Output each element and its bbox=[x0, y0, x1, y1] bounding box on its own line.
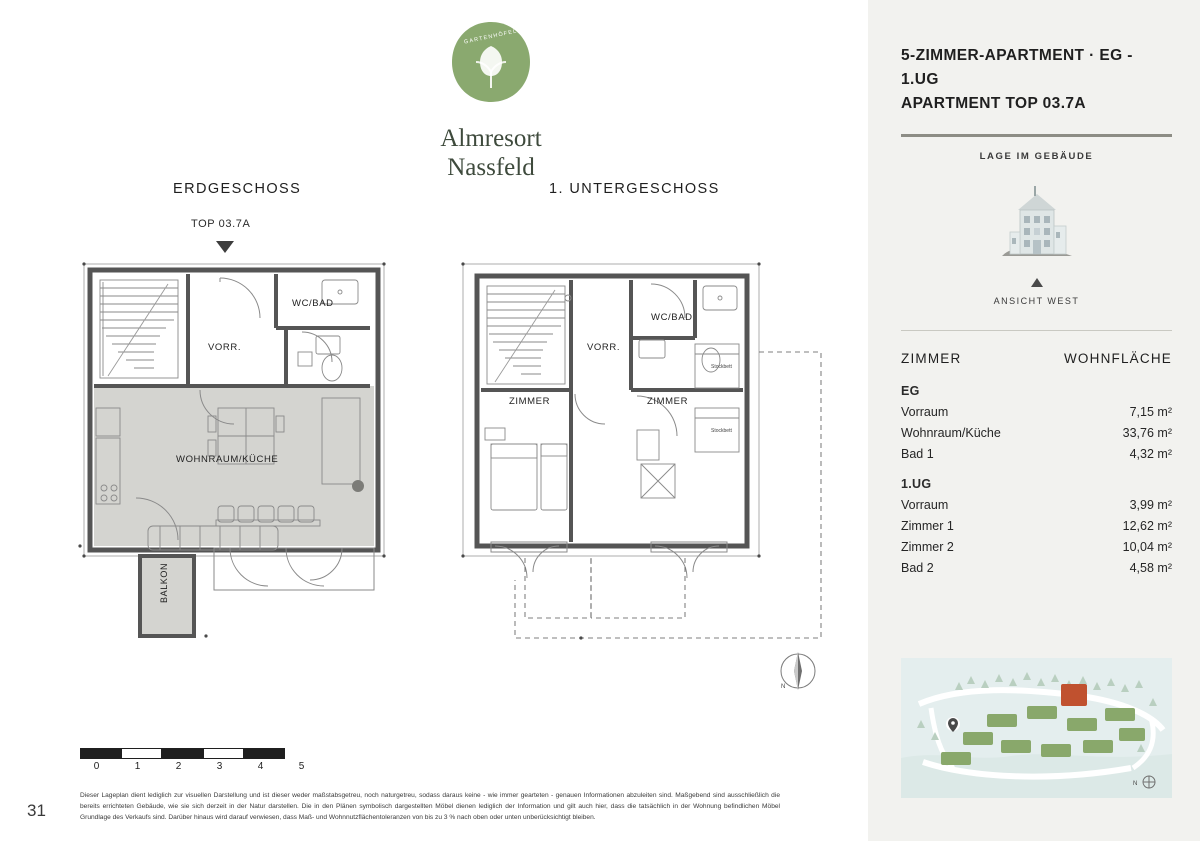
scale-label: 5 bbox=[298, 761, 305, 772]
svg-text:GARTENHÖFEL: GARTENHÖFEL bbox=[463, 28, 519, 46]
area-row-value: 10,04 m² bbox=[1122, 540, 1172, 555]
building-position-label: LAGE IM GEBÄUDE bbox=[979, 151, 1094, 163]
area-row-label: Wohnraum/Küche bbox=[901, 426, 1001, 441]
area-row-value: 4,58 m² bbox=[1129, 561, 1172, 576]
brand-name-line2: Nassfeld bbox=[447, 153, 535, 181]
scale-segment bbox=[121, 748, 162, 759]
building-illustration bbox=[901, 176, 1172, 266]
table-header-rooms: ZIMMER bbox=[901, 351, 962, 367]
area-row bbox=[901, 405, 1172, 419]
area-row bbox=[901, 540, 1172, 554]
apartment-title-line1: 5-ZIMMER-APARTMENT · EG - 1.UG bbox=[901, 47, 1133, 89]
area-row-label: Vorraum bbox=[901, 405, 949, 420]
area-row-label: Bad 1 bbox=[901, 447, 934, 462]
area-row-value: 7,15 m² bbox=[1129, 405, 1172, 420]
scale-label: 4 bbox=[257, 761, 264, 772]
area-row bbox=[901, 561, 1172, 575]
scale-label: 2 bbox=[175, 761, 182, 772]
svg-text:WC/BAD: WC/BAD bbox=[651, 312, 693, 323]
svg-text:WC/BAD: WC/BAD bbox=[292, 298, 334, 309]
svg-text:VORR.: VORR. bbox=[208, 342, 242, 353]
top-unit-label: TOP 03.7A bbox=[191, 218, 251, 230]
divider bbox=[901, 134, 1172, 137]
brand-name-line1: Almresort bbox=[440, 125, 542, 152]
divider bbox=[901, 330, 1172, 331]
scale-segment bbox=[80, 748, 121, 759]
area-row-label: Vorraum bbox=[901, 498, 949, 513]
svg-text:ZIMMER: ZIMMER bbox=[647, 396, 689, 407]
apartment-title-line2: APARTMENT TOP 03.7A bbox=[901, 95, 1087, 113]
area-group-title: EG bbox=[901, 384, 920, 399]
table-header-area: WOHNFLÄCHE bbox=[1063, 351, 1172, 367]
area-row bbox=[901, 519, 1172, 533]
floorplan-title-eg: ERDGESCHOSS bbox=[173, 181, 302, 197]
area-table bbox=[901, 384, 1172, 575]
area-row-value: 12,62 m² bbox=[1122, 519, 1172, 534]
svg-text:ZIMMER: ZIMMER bbox=[509, 396, 551, 407]
compass-icon bbox=[775, 648, 821, 694]
scale-labels bbox=[76, 761, 322, 772]
area-row-label: Zimmer 1 bbox=[901, 519, 954, 534]
svg-text:BALKON: BALKON bbox=[159, 562, 169, 603]
disclaimer-text: Dieser Lageplan dient lediglich zur visuellen Darstellung und ist dieser weder maßstabsgetreu, noch naturgetreu, sodass daraus keine - wie immer gearteten - genauen Informationen abzuleiten sind. Maßgebend sind ausschließlich die bereits errichteten Gebäude, wie sie sich derzeit in der Natur darstellen. Die in den Plänen symbolisch dargestellten Möbel dienen lediglich der Information und gilt auch hier, dass die tatsächlich in der Wohnung befindlichen Möbel Grundlage des Verkaufs sind. Darüber hinaus wird darauf verwiesen, dass Maß- und Wohnnutzflächentoleranzen von bis zu 3 % nach oben oder unten unberücksichtigt bleiben. bbox=[80, 792, 780, 821]
scale-label: 0 bbox=[93, 761, 100, 772]
info-panel bbox=[868, 0, 1200, 841]
area-row-value: 33,76 m² bbox=[1122, 426, 1172, 441]
area-row-label: Zimmer 2 bbox=[901, 540, 954, 555]
view-direction-arrow-icon bbox=[1031, 278, 1043, 287]
logo-leaf-icon bbox=[436, 18, 546, 114]
page-number: 31 bbox=[27, 801, 46, 820]
area-row-label: Bad 2 bbox=[901, 561, 934, 576]
floorplan-title-ug: 1. UNTERGESCHOSS bbox=[549, 181, 720, 197]
scale-segment bbox=[162, 748, 203, 759]
entrance-arrow-icon bbox=[216, 241, 234, 253]
scale-bar bbox=[80, 748, 322, 772]
svg-text:Stockbett: Stockbett bbox=[711, 364, 732, 370]
area-row-value: 3,99 m² bbox=[1129, 498, 1172, 513]
area-row bbox=[901, 426, 1172, 440]
scale-segment bbox=[244, 748, 285, 759]
svg-text:VORR.: VORR. bbox=[587, 342, 621, 353]
building-icon bbox=[994, 182, 1080, 266]
svg-text:WOHNRAUM/KÜCHE: WOHNRAUM/KÜCHE bbox=[176, 454, 279, 465]
area-group-title: 1.UG bbox=[901, 477, 932, 492]
site-map bbox=[901, 658, 1172, 798]
svg-text:Stockbett: Stockbett bbox=[711, 428, 732, 434]
scale-label: 3 bbox=[216, 761, 223, 772]
area-row bbox=[901, 498, 1172, 512]
scale-label: 1 bbox=[134, 761, 141, 772]
view-label: ANSICHT WEST bbox=[993, 296, 1080, 307]
brand-logo bbox=[391, 18, 591, 183]
floorplan-ug bbox=[455, 258, 835, 648]
svg-text:N: N bbox=[781, 684, 786, 690]
floorplan-eg bbox=[70, 258, 450, 648]
area-row-value: 4,32 m² bbox=[1129, 447, 1172, 462]
area-row bbox=[901, 447, 1172, 461]
scale-segment bbox=[203, 748, 244, 759]
svg-text:N: N bbox=[1133, 781, 1138, 787]
